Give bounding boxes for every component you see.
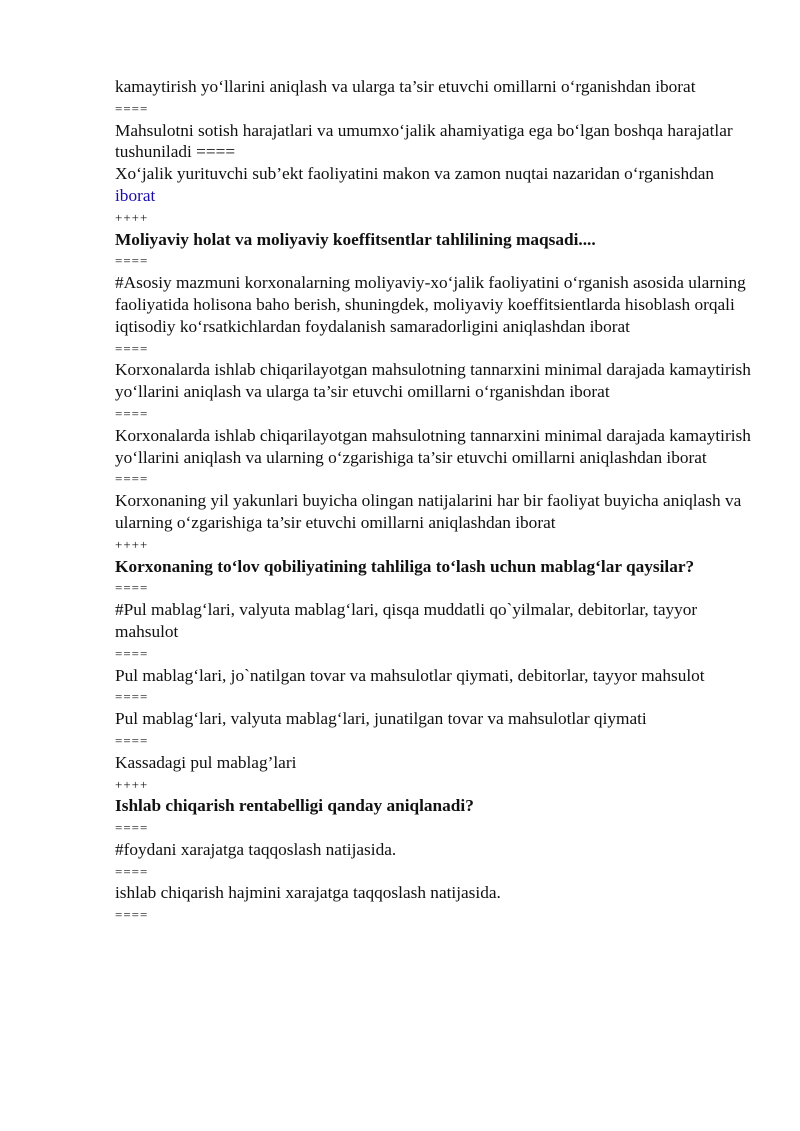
answer-separator: ==== xyxy=(115,863,149,879)
answer-option: kamaytirish yo‘llarini aniqlash va ularga ta’sir etuvchi omillarni o‘rganishdan iborat xyxy=(115,77,696,96)
answer-option: Korxonalarda ishlab chiqarilayotgan mahsulotning tannarxini minimal darajada kamaytirish yo‘llarini aniqlash va ularga ta’sir etuvchi omillarni o‘rganishdan iborat xyxy=(115,360,751,402)
answer-separator: ==== xyxy=(115,471,149,487)
answer-option: #Asosiy mazmuni korxonalarning moliyaviy-xo‘jalik faoliyatini o‘rganish asosida ularning faoliyatida holisona baho berish, shuningdek, moliyaviy koeffitsientlarda hisoblash orqali iqtisodiy ko‘rsatkichlardan foydalanish samaradorligini aniqlashdan iborat xyxy=(115,273,746,336)
document-page xyxy=(115,76,755,926)
answer-separator: ==== xyxy=(115,405,149,421)
answer-option xyxy=(115,163,755,207)
answer-link[interactable]: iborat xyxy=(115,185,156,205)
answer-separator: ==== xyxy=(115,100,149,116)
answer-text: Xo‘jalik yurituvchi sub’ekt faoliyatini makon va zamon nuqtai nazaridan o‘rganishdan xyxy=(115,164,715,184)
question-separator: ++++ xyxy=(115,536,149,552)
question-heading: Ishlab chiqarish rentabelligi qanday aniqlanadi? xyxy=(115,796,474,816)
answer-separator: ==== xyxy=(115,732,149,748)
answer-separator: ==== xyxy=(115,340,149,356)
answer-option: Mahsulotni sotish harajatlari va umumxo‘jalik ahamiyatiga ega bo‘lgan boshqa harajatlar tushuniladi ==== xyxy=(115,120,733,162)
question-heading: Korxonaning to‘lov qobiliyatining tahliliga to‘lash uchun mablag‘lar qaysilar? xyxy=(115,556,695,576)
answer-option: ishlab chiqarish hajmini xarajatga taqqoslash natijasida. xyxy=(115,883,501,903)
answer-option: Pul mablag‘lari, jo`natilgan tovar va mahsulotlar qiymati, debitorlar, tayyor mahsulot xyxy=(115,665,705,685)
answer-separator: ==== xyxy=(115,253,149,269)
answer-option: Korxonalarda ishlab chiqarilayotgan mahsulotning tannarxini minimal darajada kamaytirish yo‘llarini aniqlash va ularning o‘zgarishiga ta’sir etuvchi omillarni aniqlashdan iborat xyxy=(115,425,751,467)
answer-separator: ==== xyxy=(115,580,149,596)
answer-separator: ==== xyxy=(115,645,149,661)
answer-separator: ==== xyxy=(115,907,149,923)
question-heading: Moliyaviy holat va moliyaviy koeffitsentlar tahlilining maqsadi.... xyxy=(115,229,596,249)
answer-separator: ==== xyxy=(115,689,149,705)
answer-option: Kassadagi pul mablag’lari xyxy=(115,752,297,772)
answer-option: #foydani xarajatga taqqoslash natijasida. xyxy=(115,839,397,859)
question-separator: ++++ xyxy=(115,776,149,792)
answer-option: Korxonaning yil yakunlari buyicha olingan natijalarini har bir faoliyat buyicha aniqlash va ularning o‘zgarishiga ta’sir etuvchi omillarni aniqlashdan iborat xyxy=(115,491,742,532)
question-separator: ++++ xyxy=(115,209,149,225)
answer-separator: ==== xyxy=(115,820,149,836)
answer-option: #Pul mablag‘lari, valyuta mablag‘lari, qisqa muddatli qo`yilmalar, debitorlar, tayyor mahsulot xyxy=(115,600,698,641)
answer-option: Pul mablag‘lari, valyuta mablag‘lari, junatilgan tovar va mahsulotlar qiymati xyxy=(115,709,647,729)
